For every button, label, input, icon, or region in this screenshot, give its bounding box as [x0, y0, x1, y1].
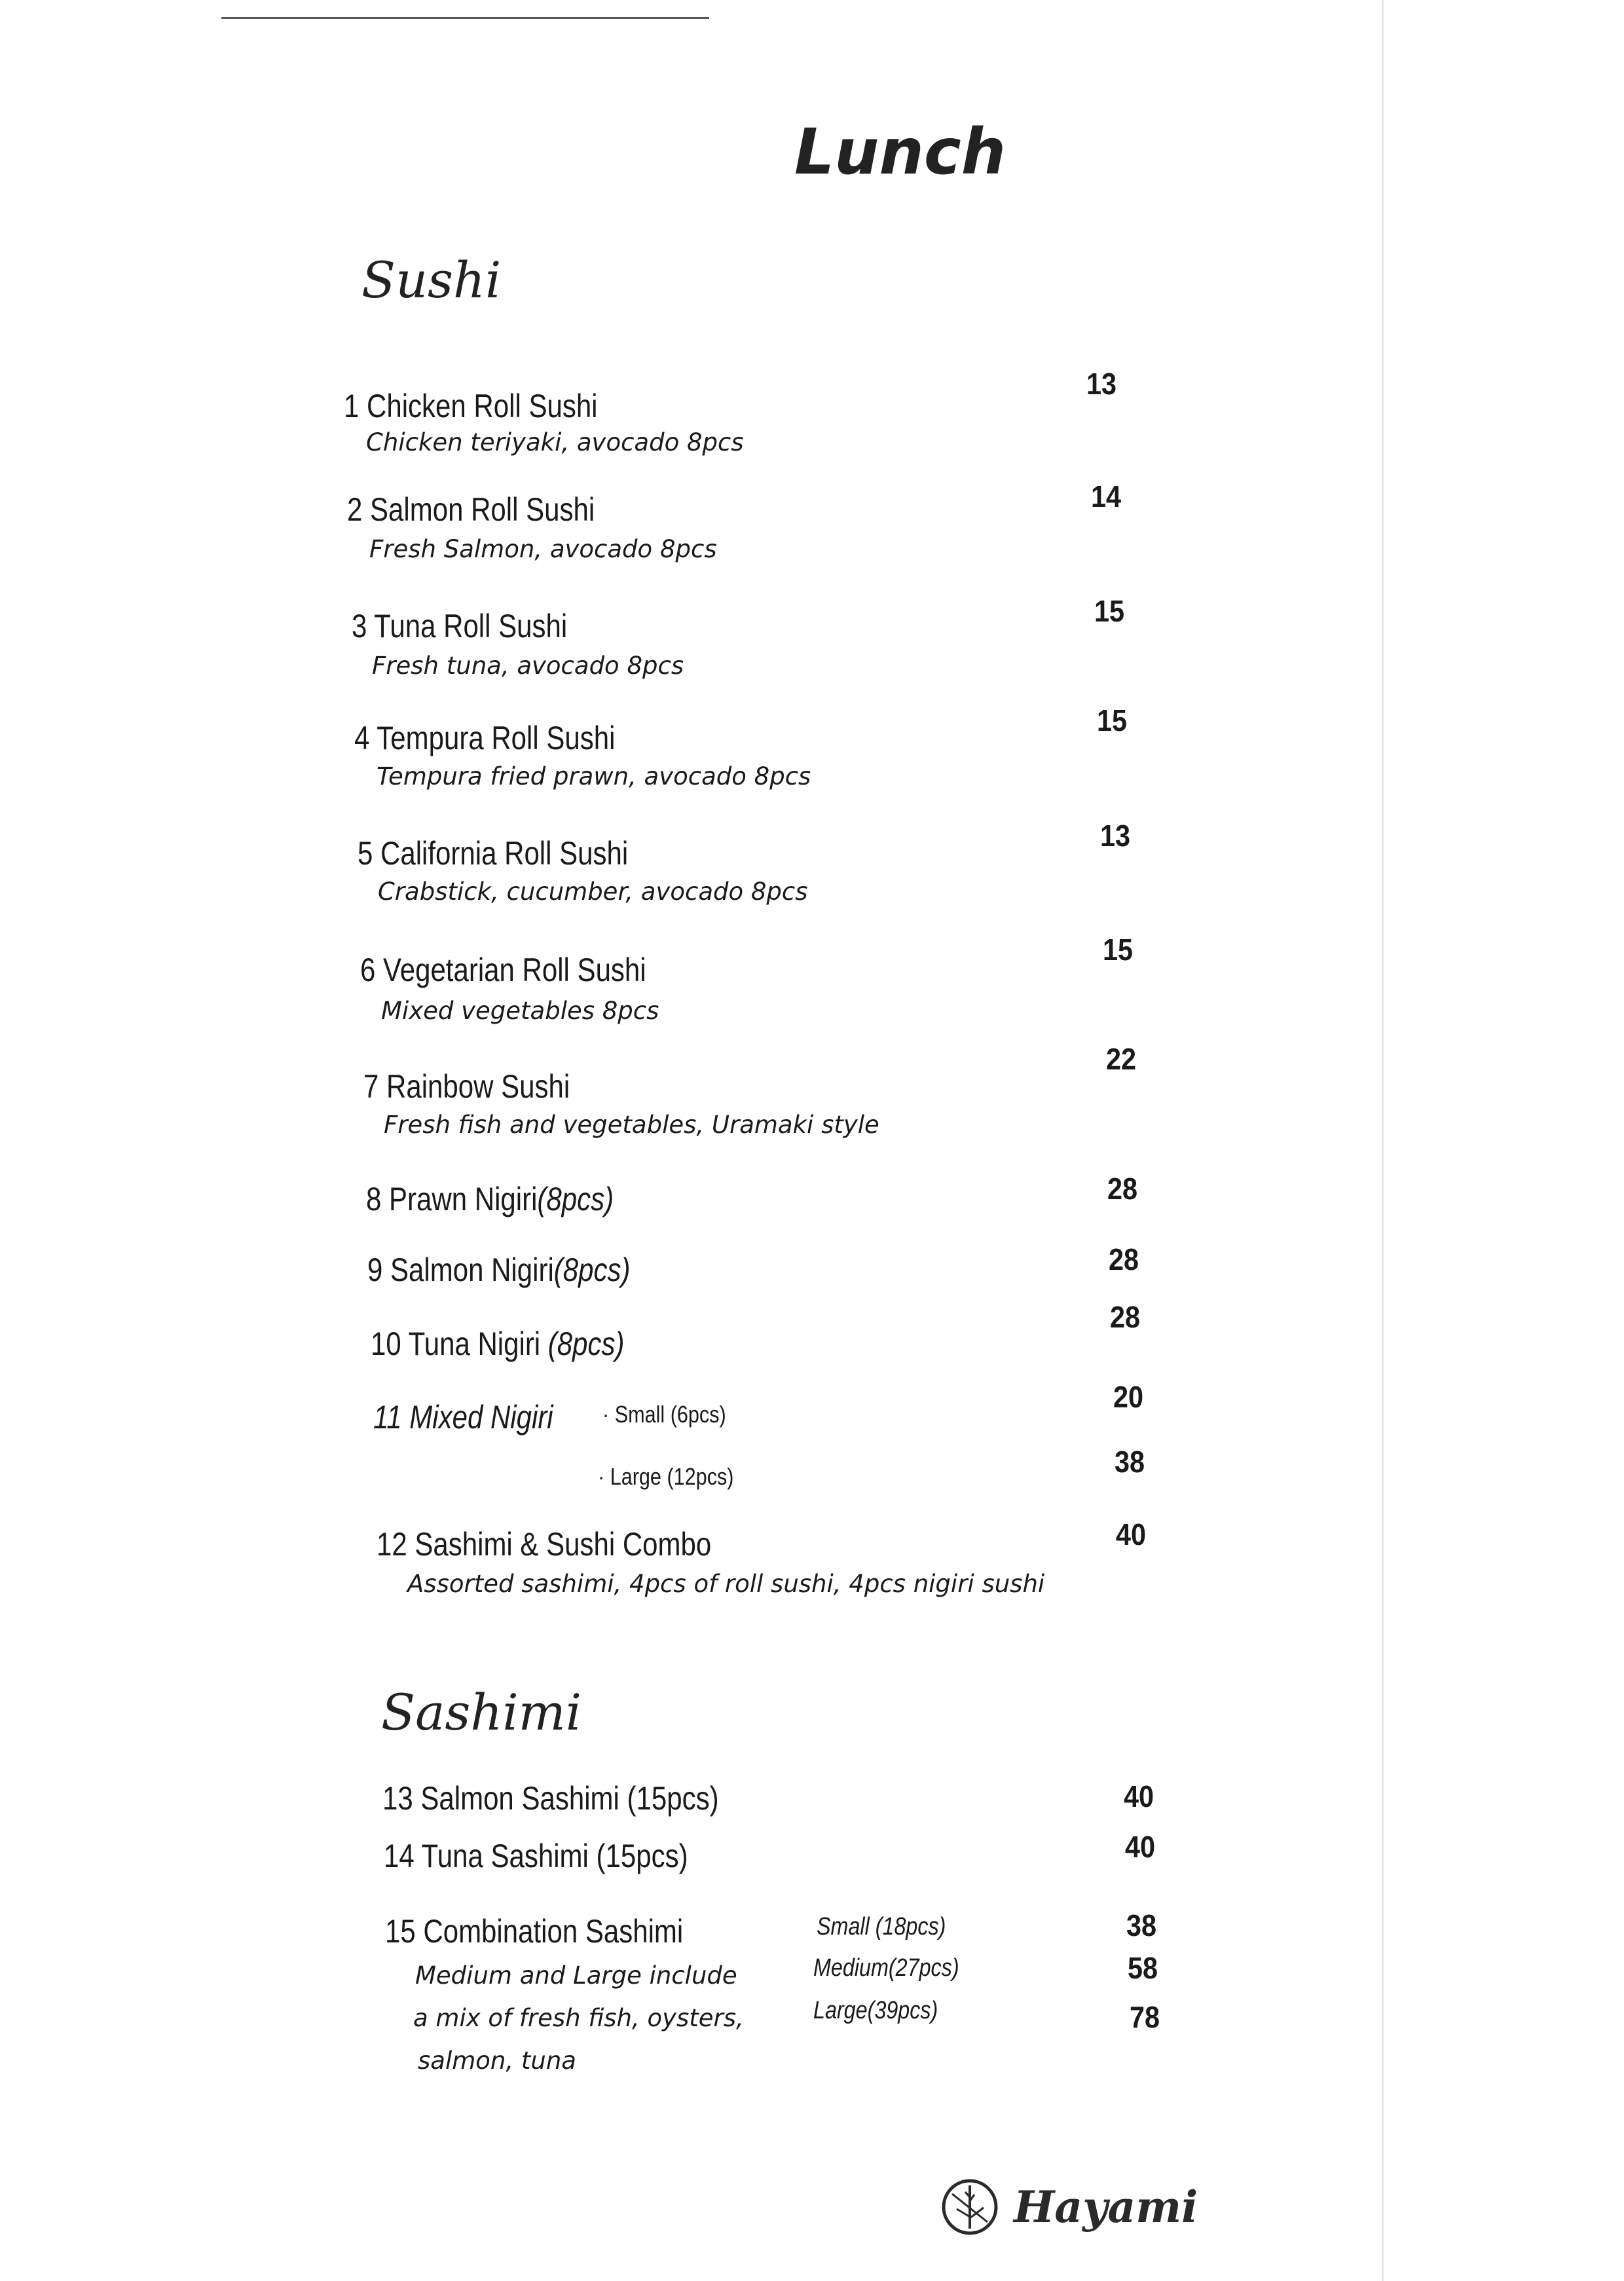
- menu-item-description: Chicken teriyaki, avocado 8pcs: [366, 428, 744, 456]
- size-option-label: Small (18pcs): [817, 1913, 946, 1940]
- menu-item-price: 14: [1091, 479, 1122, 513]
- item-title: 10 Tuna Nigiri: [371, 1326, 548, 1362]
- menu-item-name: [367, 1250, 630, 1289]
- page-edge: [1382, 0, 1384, 2281]
- menu-item-name: [352, 606, 567, 646]
- menu-item-name: [377, 1525, 711, 1564]
- page-title: Lunch: [794, 115, 1006, 189]
- menu-item-name: [382, 1779, 719, 1818]
- menu-item-name: [363, 1067, 570, 1106]
- menu-item-price: 40: [1124, 1779, 1154, 1813]
- menu-item-price: 40: [1116, 1517, 1147, 1551]
- item-title: 2 Salmon Roll Sushi: [347, 491, 595, 528]
- bamboo-emblem-icon: [940, 2178, 999, 2236]
- item-title: 7 Rainbow Sushi: [363, 1068, 570, 1105]
- size-option-label: · Small (6pcs): [602, 1401, 726, 1428]
- item-title: 11 Mixed Nigiri: [373, 1399, 553, 1436]
- item-title: 12 Sashimi & Sushi Combo: [377, 1526, 712, 1563]
- menu-item-name: [366, 1179, 614, 1219]
- item-piece-count: (8pcs): [553, 1252, 631, 1288]
- size-option-label: Medium(27pcs): [813, 1954, 959, 1982]
- menu-item-price: 40: [1125, 1830, 1156, 1864]
- menu-item-description: Tempura fried prawn, avocado 8pcs: [377, 762, 811, 790]
- menu-item-price: 28: [1110, 1300, 1141, 1334]
- logo-wordmark: Hayami: [1014, 2181, 1198, 2233]
- item-title: 13 Salmon Sashimi (15pcs): [382, 1780, 719, 1817]
- menu-item-price: 15: [1103, 933, 1134, 967]
- size-option-price: 20: [1113, 1380, 1144, 1414]
- menu-item-price: 13: [1086, 367, 1117, 401]
- section-heading-sashimi: Sashimi: [381, 1683, 582, 1741]
- menu-item-description: Assorted sashimi, 4pcs of roll sushi, 4pcs nigiri sushi: [407, 1570, 1045, 1598]
- item-title: 1 Chicken Roll Sushi: [344, 388, 598, 424]
- menu-item-name: [347, 490, 595, 529]
- menu-item-price: 15: [1097, 703, 1128, 737]
- item-title: 14 Tuna Sashimi (15pcs): [384, 1838, 688, 1874]
- item-title: 4 Tempura Roll Sushi: [354, 720, 616, 756]
- menu-item-name: [354, 718, 615, 758]
- menu-item-description: Fresh fish and vegetables, Uramaki style: [384, 1111, 879, 1139]
- menu-item-name: [373, 1398, 553, 1437]
- menu-item-price: 28: [1109, 1242, 1139, 1276]
- menu-item-description-line: salmon, tuna: [418, 2047, 576, 2075]
- menu-item-name: [384, 1836, 688, 1876]
- menu-item-name: [360, 950, 646, 990]
- size-option-price: 38: [1126, 1908, 1157, 1942]
- menu-item-name: [385, 1912, 683, 1951]
- section-heading-sushi: Sushi: [361, 251, 502, 309]
- menu-item-name: [358, 834, 628, 873]
- menu-item-description: Mixed vegetables 8pcs: [381, 997, 659, 1025]
- item-title: 8 Prawn Nigiri: [366, 1181, 538, 1217]
- menu-item-description: Fresh tuna, avocado 8pcs: [372, 652, 684, 680]
- menu-item-price: 28: [1107, 1172, 1138, 1206]
- item-title: 9 Salmon Nigiri: [367, 1252, 554, 1288]
- menu-item-price: 13: [1100, 819, 1131, 853]
- size-option-price: 78: [1130, 2000, 1160, 2034]
- menu-item-description: Crabstick, cucumber, avocado 8pcs: [378, 878, 808, 906]
- item-piece-count: (8pcs): [537, 1181, 614, 1217]
- size-option-label: · Large (12pcs): [598, 1463, 734, 1490]
- restaurant-logo: [940, 2178, 1198, 2236]
- menu-item-price: 15: [1094, 594, 1125, 628]
- item-title: 6 Vegetarian Roll Sushi: [360, 952, 646, 988]
- menu-item-description-line: Medium and Large include: [415, 1961, 737, 1990]
- item-title: 15 Combination Sashimi: [385, 1913, 684, 1950]
- menu-item-name: [371, 1324, 625, 1363]
- size-option-label: Large(39pcs): [813, 1997, 938, 2024]
- menu-item-price: 22: [1106, 1042, 1137, 1076]
- item-title: 3 Tuna Roll Sushi: [352, 608, 568, 644]
- menu-item-description: Fresh Salmon, avocado 8pcs: [369, 535, 717, 563]
- item-piece-count: (8pcs): [547, 1326, 625, 1362]
- menu-item-description-line: a mix of fresh fish, oysters,: [413, 2004, 744, 2032]
- item-title: 5 California Roll Sushi: [358, 835, 629, 872]
- size-option-price: 58: [1128, 1951, 1158, 1985]
- top-rule: [221, 17, 709, 19]
- size-option-price: 38: [1115, 1445, 1145, 1479]
- menu-item-name: [344, 386, 598, 426]
